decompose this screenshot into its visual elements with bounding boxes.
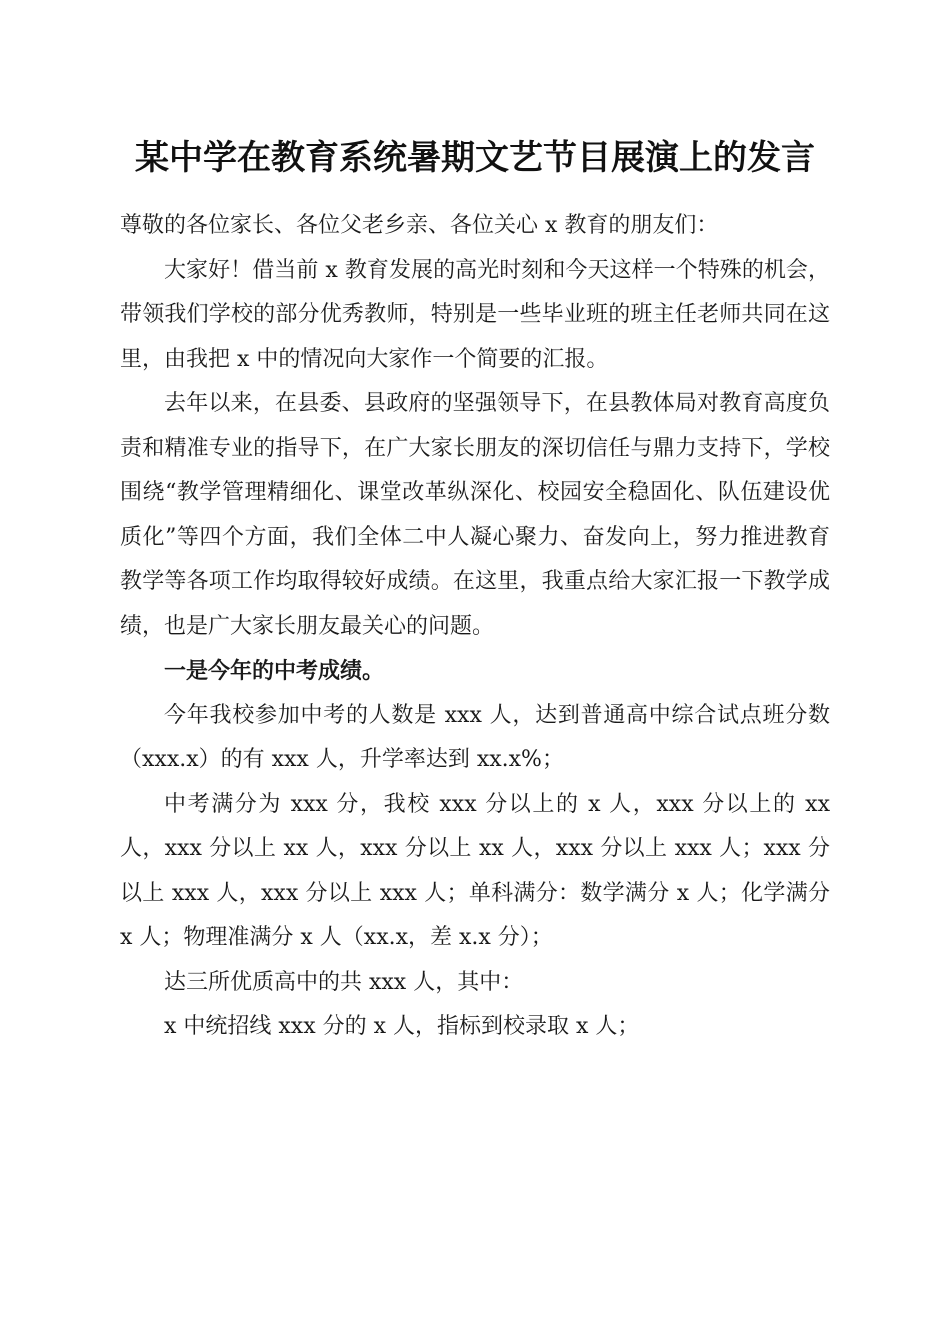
summary-paragraph: 去年以来，在县委、县政府的坚强领导下，在县教体局对教育高度负责和精准专业的指导下，在广大家长朋友的深切信任与鼎力支持下，学校围绕“教学管理精细化、课堂改革纵深化、校园安全稳固化、队伍建设优质化”等四个方面，我们全体二中人凝心聚力、奋发向上，努力推进教育教学等各项工作均取得较好成绩。在这里，我重点给大家汇报一下教学成绩，也是广大家长朋友最关心的问题。: [120, 391, 830, 639]
section-heading: 一是今年的中考成绩。: [164, 658, 385, 684]
score-distribution-paragraph: 中考满分为 xxx 分，我校 xxx 分以上的 x 人，xxx 分以上的 xx 人，xxx 分以上 xx 人，xxx 分以上 xx 人，xxx 分以上 xxx 人；xxx 分以上 xxx 人，xxx 分以上 xxx 人；单科满分：数学满分 x 人；化学满分 x 人；物理准满分 x 人（xx.x，差 x.x 分）；: [120, 791, 830, 950]
document-body: [120, 204, 830, 1050]
admission-line-paragraph: x 中统招线 xxx 分的 x 人，指标到校录取 x 人；: [164, 1014, 640, 1039]
greeting-paragraph: 大家好！借当前 x 教育发展的高光时刻和今天这样一个特殊的机会，带领我们学校的部分优秀教师，特别是一些毕业班的班主任老师共同在这里，由我把 x 中的情况向大家作一个简要的汇报。: [120, 257, 830, 372]
top-schools-paragraph: 达三所优质高中的共 xxx 人，其中：: [164, 969, 524, 995]
salutation-paragraph: 尊敬的各位家长、各位父老乡亲、各位关心 x 教育的朋友们：: [120, 213, 719, 238]
document-title: 某中学在教育系统暑期文艺节目展演上的发言: [135, 138, 815, 178]
exam-participants-paragraph: 今年我校参加中考的人数是 xxx 人，达到普通高中综合试点班分数（xxx.x）的有 xxx 人，升学率达到 xx.x%；: [120, 702, 830, 772]
